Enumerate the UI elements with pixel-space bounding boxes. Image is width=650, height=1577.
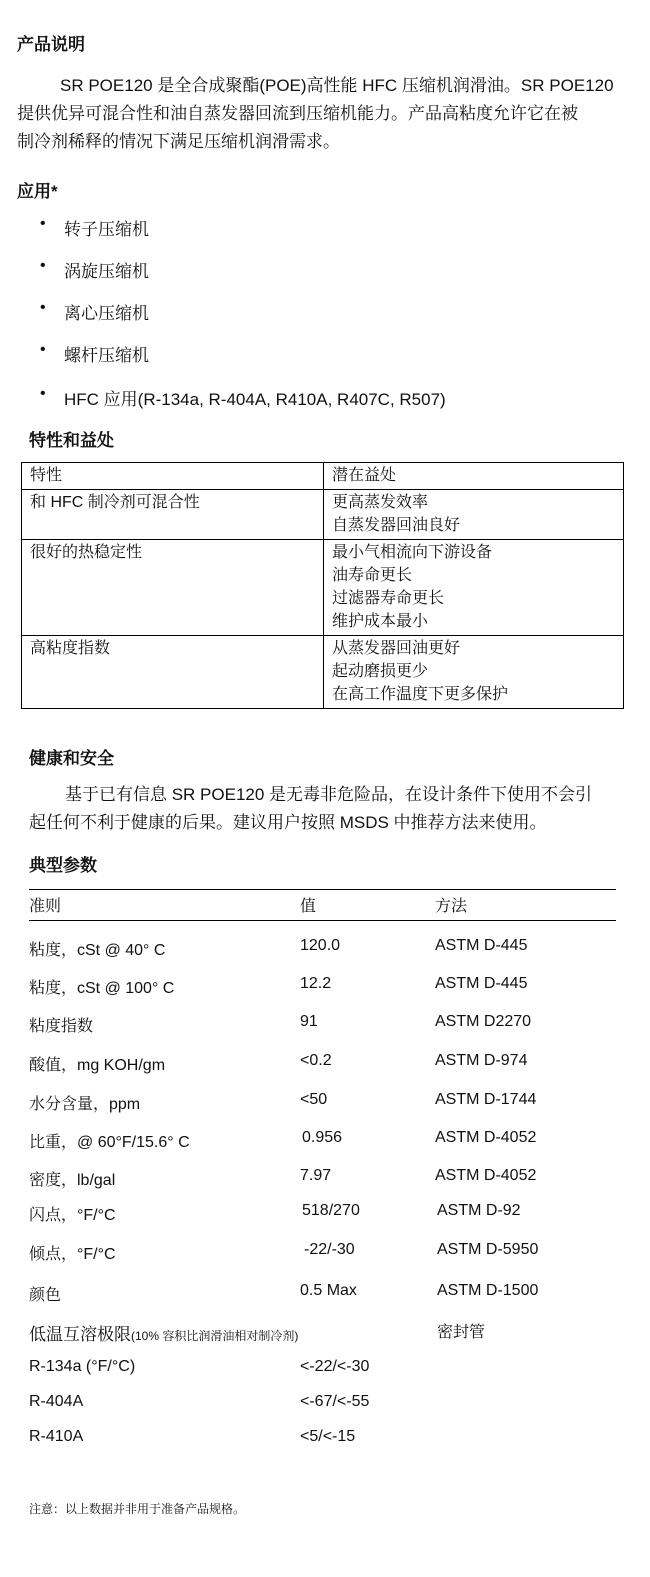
refrigerant-name: R-134a (°F/°C) (29, 1358, 136, 1375)
table-header-row (22, 463, 624, 490)
footer-note: 注意：以上数据并非用于准备产品规格。 (29, 1502, 246, 1516)
param-method: ASTM D-4052 (435, 1167, 537, 1184)
param-method: ASTM D-4052 (435, 1129, 537, 1146)
param-value: 120.0 (300, 937, 341, 954)
param-name: 水分含量，ppm (29, 1096, 141, 1113)
miscibility-label: 低温互溶极限(10% 容积比润滑油相对制冷剂) (29, 1325, 299, 1344)
table-row (22, 490, 624, 540)
params-heading: 典型参数 (29, 856, 97, 875)
column-header-feature: 特性 (22, 463, 324, 490)
refrigerant-value: <-22/<-30 (300, 1358, 370, 1375)
param-value: 12.2 (300, 975, 332, 992)
feature-cell: 很好的热稳定性 (22, 540, 324, 636)
table-row (22, 540, 624, 636)
param-value: <0.2 (300, 1052, 332, 1069)
column-header-value: 值 (300, 898, 317, 915)
table-header-rule (29, 920, 616, 921)
param-method: ASTM D-974 (435, 1052, 528, 1069)
feature-cell: 和 HFC 制冷剂可混合性 (22, 490, 324, 540)
description-line-3: 制冷剂稀释的情况下满足压缩机润滑需求。 (17, 132, 340, 151)
param-value: 0.5 Max (300, 1282, 357, 1299)
features-table (21, 462, 624, 709)
param-method: ASTM D-5950 (437, 1241, 539, 1258)
param-value: 0.956 (302, 1129, 343, 1146)
bullet-icon: • (40, 385, 46, 402)
param-name: 密度，lb/gal (29, 1172, 116, 1189)
column-header-criterion: 准则 (29, 898, 62, 915)
safety-line-1: 基于已有信息 SR POE120 是无毒非危险品，在设计条件下使用不会引 (65, 785, 593, 804)
feature-cell: 高粘度指数 (22, 636, 324, 709)
refrigerant-value: <-67/<-55 (300, 1393, 370, 1410)
refrigerant-name: R-410A (29, 1428, 84, 1445)
bullet-icon: • (40, 257, 46, 274)
param-value: -22/-30 (304, 1241, 355, 1258)
param-method: ASTM D-1744 (435, 1091, 537, 1108)
param-method: ASTM D-445 (435, 975, 528, 992)
bullet-icon: • (40, 341, 46, 358)
param-name: 粘度指数 (29, 1018, 94, 1035)
description-line-2: 提供优异可混合性和油自蒸发器回流到压缩机能力。产品高粘度允许它在被 (17, 104, 578, 123)
refrigerant-value: <5/<-15 (300, 1428, 356, 1445)
param-name: 倾点，°F/°C (29, 1246, 116, 1263)
benefit-cell: 更高蒸发效率 自蒸发器回油良好 (324, 490, 624, 540)
param-value: 518/270 (302, 1202, 360, 1219)
param-method: ASTM D-445 (435, 937, 528, 954)
bullet-icon: • (40, 299, 46, 316)
param-name: 粘度，cSt @ 40° C (29, 942, 166, 959)
description-heading: 产品说明 (17, 35, 85, 54)
param-value: 91 (300, 1013, 318, 1030)
param-name: 酸值，mg KOH/gm (29, 1057, 166, 1074)
column-header-benefit: 潜在益处 (324, 463, 624, 490)
table-top-rule (29, 889, 616, 890)
param-value: <50 (300, 1091, 328, 1108)
column-header-method: 方法 (435, 898, 468, 915)
param-name: 颜色 (29, 1287, 62, 1304)
safety-line-2: 起任何不利于健康的后果。建议用户按照 MSDS 中推荐方法来使用。 (29, 813, 547, 832)
param-method: ASTM D-92 (437, 1202, 521, 1219)
param-name: 闪点，°F/°C (29, 1207, 116, 1224)
bullet-icon: • (40, 215, 46, 232)
miscibility-note: (10% 容积比润滑油相对制冷剂) (131, 1329, 299, 1343)
param-name: 粘度，cSt @ 100° C (29, 980, 175, 997)
benefit-cell: 最小气相流向下游设备 油寿命更长 过滤器寿命更长 维护成本最小 (324, 540, 624, 636)
param-method: ASTM D-1500 (437, 1282, 539, 1299)
applications-heading: 应用* (17, 182, 58, 201)
param-value: 7.97 (300, 1167, 332, 1184)
miscibility-method: 密封管 (437, 1324, 486, 1341)
refrigerant-name: R-404A (29, 1393, 84, 1410)
param-method: ASTM D2270 (435, 1013, 532, 1030)
benefit-cell: 从蒸发器回油更好 起动磨损更少 在高工作温度下更多保护 (324, 636, 624, 709)
safety-heading: 健康和安全 (29, 749, 114, 768)
param-name: 比重，@ 60°F/15.6° C (29, 1134, 190, 1151)
features-heading: 特性和益处 (29, 431, 114, 450)
table-row (22, 636, 624, 709)
description-line-1: SR POE120 是全合成聚酯(POE)高性能 HFC 压缩机润滑油。SR POE120 (60, 76, 614, 95)
